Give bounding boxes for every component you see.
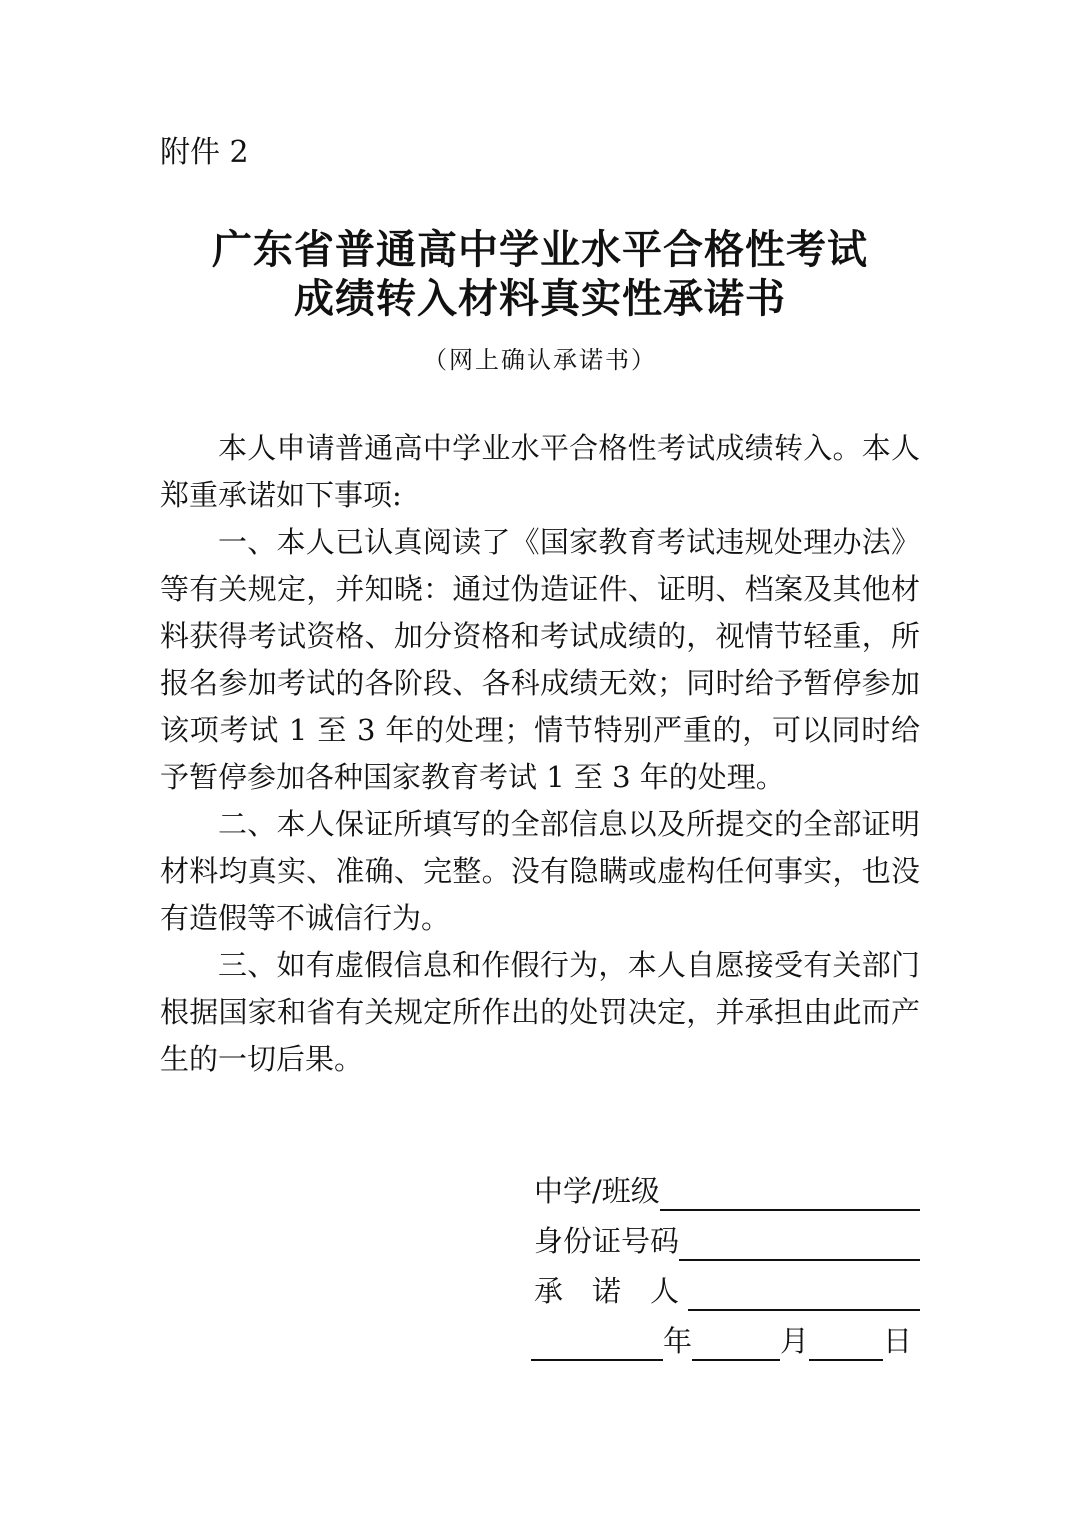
signature-row-date [534,1311,920,1361]
paragraph-intro: 本人申请普通高中学业水平合格性考试成绩转入。本人郑重承诺如下事项: [160,431,920,512]
promisor-blank-line [688,1273,920,1311]
id-number-blank-line [679,1223,920,1261]
school-class-label: 中学/班级 [534,1174,660,1208]
month-label: 月 [779,1324,809,1358]
id-number-label: 身份证号码 [534,1224,680,1258]
signature-row-promisor [534,1261,920,1311]
document-subtitle: （网上确认承诺书） [423,346,657,374]
paragraph-item-2: 二、本人保证所填写的全部信息以及所提交的全部证明材料均真实、准确、完整。没有隐瞒或虚构任何事实，也没有造假等不诚信行为。 [160,807,920,935]
paragraph-item-3: 三、如有虚假信息和作假行为，本人自愿接受有关部门根据国家和省有关规定所作出的处罚决定，并承担由此而产生的一切后果。 [160,948,920,1076]
title-line-1: 广东省普通高中学业水平合格性考试 [212,226,868,273]
year-label: 年 [662,1324,692,1358]
promisor-label: 承 诺 人 [534,1274,689,1308]
signature-row-school-class [534,1161,920,1211]
day-blank-line [809,1323,883,1361]
day-label: 日 [882,1324,912,1358]
month-blank-line [692,1323,780,1361]
year-blank-line [531,1323,663,1361]
school-class-blank-line [660,1173,920,1211]
signature-row-id-number [534,1211,920,1261]
attachment-label: 附件 2 [160,135,249,170]
document-body [160,425,920,1083]
signature-block [534,1161,920,1361]
paragraph-item-1: 一、本人已认真阅读了《国家教育考试违规处理办法》等有关规定，并知晓：通过伪造证件、证明、档案及其他材料获得考试资格、加分资格和考试成绩的，视情节轻重，所报名参加考试的各阶段、各科成绩无效；同时给予暂停参加该项考试 1 至 3 年的处理；情节特别严重的，可以同时给予暂停参加各种国家教育考试 1 至 3 年的处理。 [160,525,920,794]
title-line-2: 成绩转入材料真实性承诺书 [294,275,786,322]
document-title [160,225,920,323]
